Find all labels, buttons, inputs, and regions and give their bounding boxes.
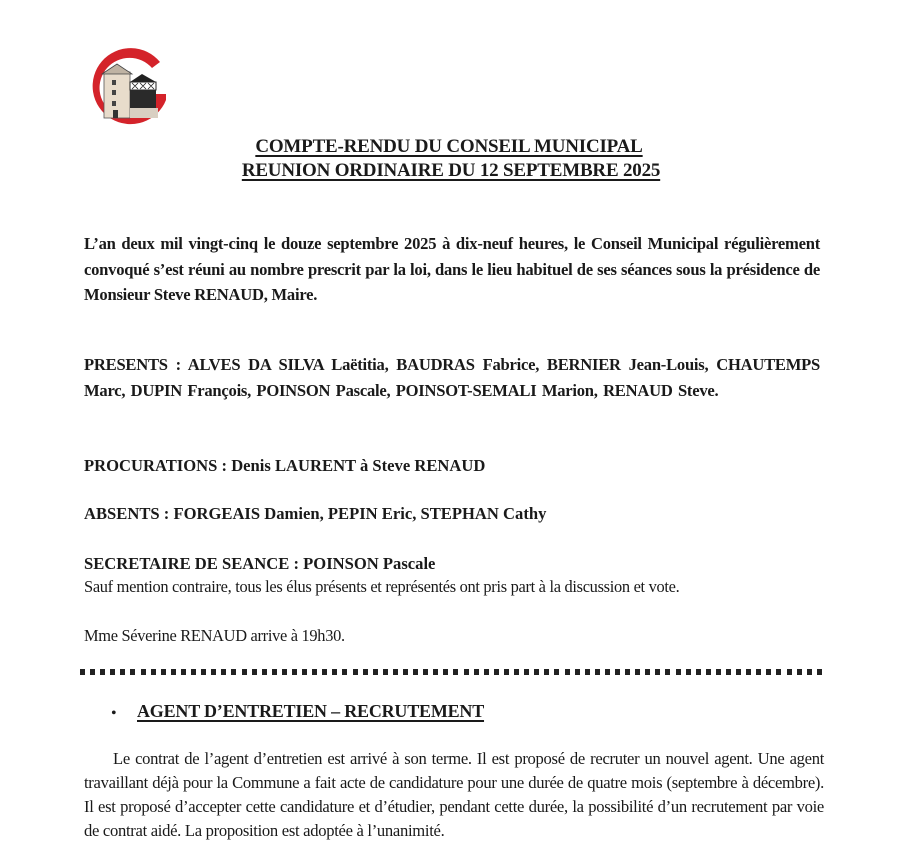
commune-logo bbox=[82, 48, 172, 134]
separator-dot bbox=[393, 669, 398, 675]
separator-dot bbox=[433, 669, 438, 675]
separator-dot bbox=[585, 669, 590, 675]
separator-dot bbox=[534, 669, 539, 675]
separator-dot bbox=[746, 669, 751, 675]
separator-dot bbox=[554, 669, 559, 675]
separator-dot bbox=[312, 669, 317, 675]
separator-dot bbox=[807, 669, 812, 675]
participation-note: Sauf mention contraire, tous les élus présents et représentés ont pris part à la discussion et vote. bbox=[84, 577, 680, 596]
separator-dot bbox=[262, 669, 267, 675]
separator-dot bbox=[322, 669, 327, 675]
separator-dot bbox=[756, 669, 761, 675]
separator-dot bbox=[211, 669, 216, 675]
separator-dot bbox=[544, 669, 549, 675]
separator-dot bbox=[342, 669, 347, 675]
separator-dot bbox=[686, 669, 691, 675]
separator-dot bbox=[403, 669, 408, 675]
separator-dot bbox=[797, 669, 802, 675]
separator-dot bbox=[817, 669, 822, 675]
separator-dot bbox=[90, 669, 95, 675]
absents-line: ABSENTS : FORGEAIS Damien, PEPIN Eric, STEPHAN Cathy bbox=[84, 504, 547, 523]
dotted-separator bbox=[80, 668, 822, 676]
separator-dot bbox=[100, 669, 105, 675]
separator-dot bbox=[181, 669, 186, 675]
separator-dot bbox=[514, 669, 519, 675]
separator-dot bbox=[655, 669, 660, 675]
separator-dot bbox=[665, 669, 670, 675]
separator-dot bbox=[484, 669, 489, 675]
separator-dot bbox=[171, 669, 176, 675]
separator-dot bbox=[605, 669, 610, 675]
separator-dot bbox=[453, 669, 458, 675]
intro-paragraph: L’an deux mil vingt-cinq le douze septembre 2025 à dix-neuf heures, le Conseil Municipal régulièrement convoqué s’est réuni au nombre prescrit par la loi, dans le lieu habituel de ses séances sous la présidence de Monsieur Steve RENAUD, Maire. bbox=[84, 234, 820, 304]
separator-dot bbox=[625, 669, 630, 675]
separator-dot bbox=[565, 669, 570, 675]
separator-dot bbox=[120, 669, 125, 675]
separator-dot bbox=[221, 669, 226, 675]
separator-dot bbox=[575, 669, 580, 675]
bullet-icon: • bbox=[111, 705, 117, 722]
separator-dot bbox=[191, 669, 196, 675]
separator-dot bbox=[110, 669, 115, 675]
meeting-subtitle: REUNION ORDINAIRE DU 12 SEPTEMBRE 2025 bbox=[241, 160, 661, 181]
separator-dot bbox=[464, 669, 469, 675]
separator-dot bbox=[130, 669, 135, 675]
separator-dot bbox=[252, 669, 257, 675]
separator-dot bbox=[332, 669, 337, 675]
separator-dot bbox=[494, 669, 499, 675]
separator-dot bbox=[161, 669, 166, 675]
separator-dot bbox=[736, 669, 741, 675]
arrival-note: Mme Séverine RENAUD arrive à 19h30. bbox=[84, 626, 345, 645]
separator-dot bbox=[615, 669, 620, 675]
separator-dot bbox=[776, 669, 781, 675]
separator-dot bbox=[413, 669, 418, 675]
separator-dot bbox=[676, 669, 681, 675]
separator-dot bbox=[272, 669, 277, 675]
separator-dot bbox=[302, 669, 307, 675]
separator-dot bbox=[443, 669, 448, 675]
logo-g-icon bbox=[82, 48, 172, 134]
separator-dot bbox=[706, 669, 711, 675]
separator-dot bbox=[696, 669, 701, 675]
separator-dot bbox=[373, 669, 378, 675]
separator-dot bbox=[151, 669, 156, 675]
separator-dot bbox=[282, 669, 287, 675]
separator-dot bbox=[766, 669, 771, 675]
separator-dot bbox=[423, 669, 428, 675]
separator-dot bbox=[645, 669, 650, 675]
separator-dot bbox=[141, 669, 146, 675]
separator-dot bbox=[635, 669, 640, 675]
secretaire-line: SECRETAIRE DE SEANCE : POINSON Pascale bbox=[84, 554, 436, 573]
presents-list: PRESENTS : ALVES DA SILVA Laëtitia, BAUDRAS Fabrice, BERNIER Jean-Louis, CHAUTEMPS Marc, DUPIN François, POINSON Pascale, POINSOT-SEMALI Marion, RENAUD Steve. bbox=[84, 355, 820, 400]
separator-dot bbox=[363, 669, 368, 675]
separator-dot bbox=[726, 669, 731, 675]
procurations-line: PROCURATIONS : Denis LAURENT à Steve RENAUD bbox=[84, 456, 486, 475]
document-title: COMPTE-RENDU DU CONSEIL MUNICIPAL bbox=[255, 136, 643, 157]
separator-dot bbox=[524, 669, 529, 675]
separator-dot bbox=[787, 669, 792, 675]
section-body: Le contrat de l’agent d’entretien est arrivé à son terme. Il est proposé de recruter un nouvel agent. Une agent travaillant déjà pour la Commune a fait acte de candidature pour une durée de quatre mois (septembre à décembre). Il est proposé d’accepter cette candidature et d’étudier, pendant cette durée, la possibilité d’un recrutement par voie de contrat aidé. La proposition est adoptée à l’unanimité. bbox=[84, 749, 824, 840]
separator-dot bbox=[242, 669, 247, 675]
separator-dot bbox=[595, 669, 600, 675]
separator-dot bbox=[231, 669, 236, 675]
separator-dot bbox=[383, 669, 388, 675]
separator-dot bbox=[80, 669, 85, 675]
separator-dot bbox=[474, 669, 479, 675]
separator-dot bbox=[201, 669, 206, 675]
separator-dot bbox=[716, 669, 721, 675]
separator-dot bbox=[292, 669, 297, 675]
separator-dot bbox=[504, 669, 509, 675]
separator-dot bbox=[353, 669, 358, 675]
section-title: AGENT D’ENTRETIEN – RECRUTEMENT bbox=[137, 701, 485, 721]
